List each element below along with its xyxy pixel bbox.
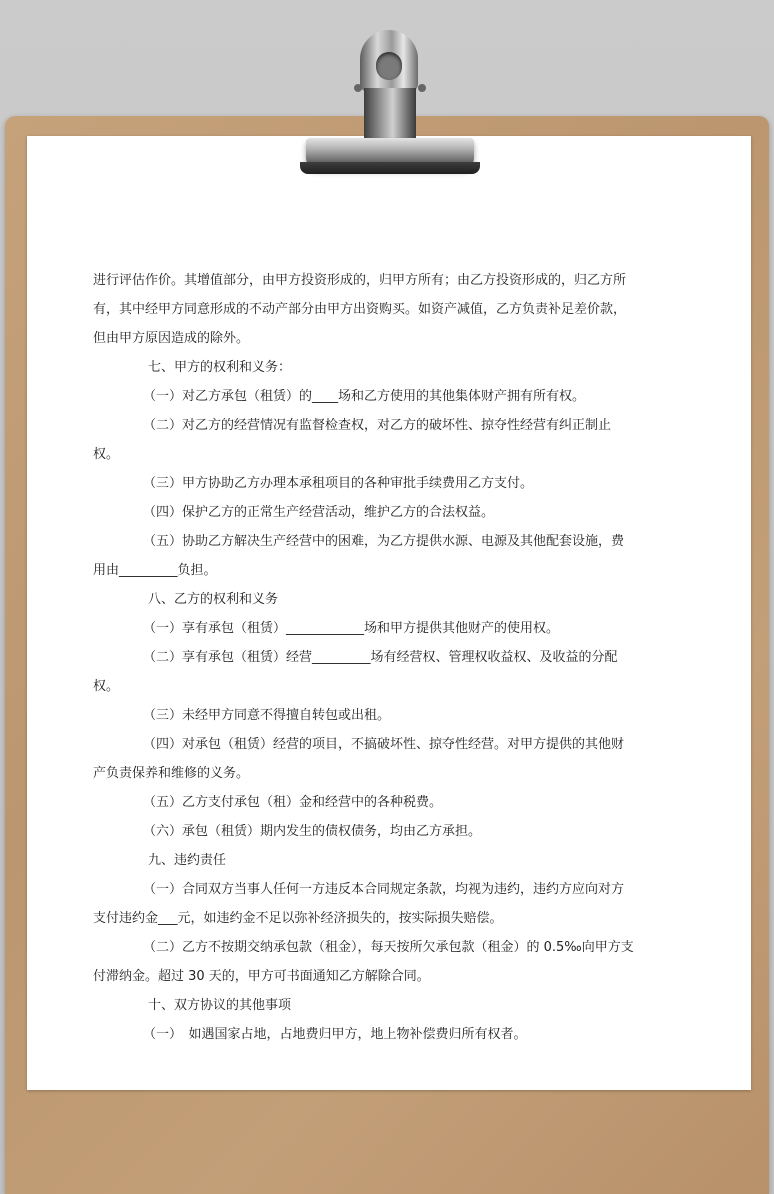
paragraph-part: 元，如违约金不足以弥补经济损失的，按实际损失赔偿。 xyxy=(177,911,503,926)
paragraph-part: （一）享有承包（租赁） xyxy=(143,621,287,636)
paragraph-part: （二）享有承包（租赁）经营 xyxy=(143,650,313,665)
paragraph-part: _________ xyxy=(312,650,371,665)
paragraph: 七、甲方的权利和义务： xyxy=(148,360,292,375)
paragraph: （二）乙方不按期交纳承包款（租金），每天按所欠承包款（租金）的 0.5‰向甲方支付滞纳金。超过 30 天的，甲方可书面通知乙方解除合同。 xyxy=(93,940,634,984)
paragraph-part: ____________ xyxy=(286,621,365,636)
paragraph xyxy=(93,643,635,701)
paragraph-part: _________ xyxy=(119,563,178,578)
paragraph: （一） 如遇国家占地，占地费归甲方，地上物补偿费归所有权者。 xyxy=(143,1027,527,1042)
paragraph: （四）保护乙方的正常生产经营活动，维护乙方的合法权益。 xyxy=(143,505,495,520)
paragraph xyxy=(93,382,635,411)
paragraph: 十、双方协议的其他事项 xyxy=(148,998,292,1013)
paragraph-part: （一）对乙方承包（租赁）的 xyxy=(143,389,313,404)
paragraph-part: （一）合同双方当事人任何一方违反本合同规定条款，均视为违约，违约方应向对方支付违约金 xyxy=(93,882,625,926)
paragraph: （四）对承包（租赁）经营的项目，不搞破坏性、掠夺性经营。对甲方提供的其他财产负责保养和维修的义务。 xyxy=(93,737,625,781)
binder-clip xyxy=(290,22,480,182)
paragraph-part: ___ xyxy=(158,911,178,926)
paragraph: 八、乙方的权利和义务 xyxy=(148,592,279,607)
paragraph-part: 负担。 xyxy=(177,563,217,578)
paragraph-part: 场和乙方使用的其他集体财产拥有所有权。 xyxy=(338,389,586,404)
paragraph-part: ____ xyxy=(312,389,339,404)
paragraph xyxy=(93,875,635,933)
paragraph: （六）承包（租赁）期内发生的债权债务，均由乙方承担。 xyxy=(143,824,482,839)
paragraph: （三）甲方协助乙方办理本承租项目的各种审批手续费用乙方支付。 xyxy=(143,476,534,491)
document-body xyxy=(93,266,635,1049)
paragraph: 九、违约责任 xyxy=(148,853,227,868)
paragraph xyxy=(93,614,635,643)
paragraph-part: 场有经营权、管理权收益权、及收益的分配权。 xyxy=(93,650,618,694)
paragraph xyxy=(93,527,635,585)
paragraph: （二）对乙方的经营情况有监督检查权，对乙方的破坏性、掠夺性经营有纠正制止权。 xyxy=(93,418,612,462)
paragraph-part: （五）协助乙方解决生产经营中的困难，为乙方提供水源、电源及其他配套设施，费用由 xyxy=(93,534,625,578)
paragraph: 进行评估作价。其增值部分，由甲方投资形成的，归甲方所有；由乙方投资形成的，归乙方所有，其中经甲方同意形成的不动产部分由甲方出资购买。如资产减值，乙方负责补足差价款，但由甲方原因造成的除外。 xyxy=(93,273,627,346)
paragraph: （三）未经甲方同意不得擅自转包或出租。 xyxy=(143,708,391,723)
paragraph: （五）乙方支付承包（租）金和经营中的各种税费。 xyxy=(143,795,443,810)
paragraph-part: 场和甲方提供其他财产的使用权。 xyxy=(364,621,560,636)
